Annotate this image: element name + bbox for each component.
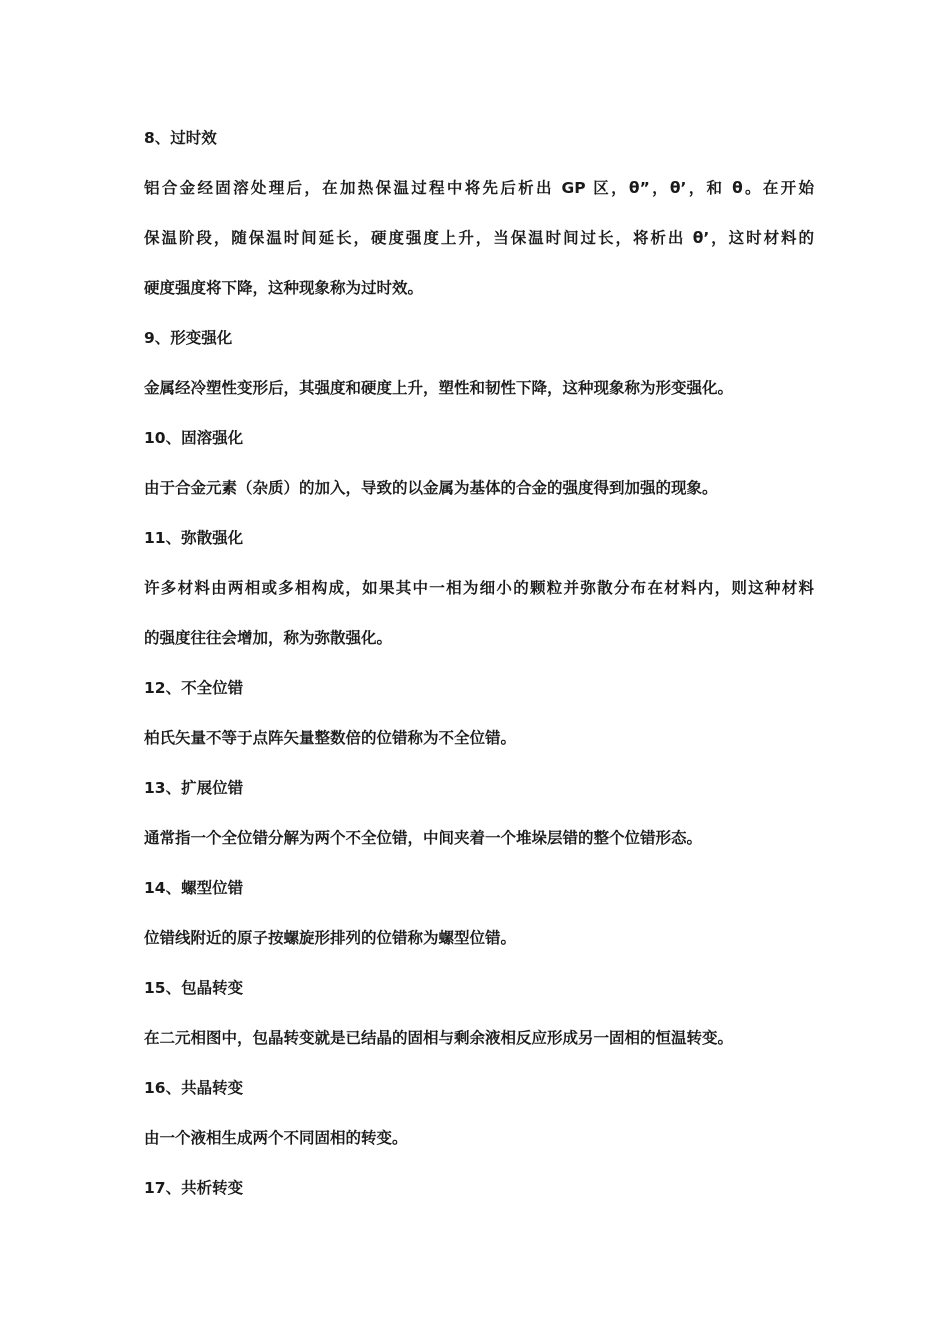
heading-11: 11、弥散强化 bbox=[144, 529, 244, 547]
heading-10: 10、固溶强化 bbox=[144, 429, 244, 447]
paragraph-line: 金属经冷塑性变形后，其强度和硬度上升，塑性和韧性下降，这种现象称为形变强化。 bbox=[144, 379, 734, 397]
heading-17: 17、共析转变 bbox=[144, 1179, 244, 1197]
heading-16: 16、共晶转变 bbox=[144, 1079, 244, 1097]
heading-12: 12、不全位错 bbox=[144, 679, 244, 697]
paragraph-line: 位错线附近的原子按螺旋形排列的位错称为螺型位错。 bbox=[144, 929, 517, 947]
paragraph-line: 的强度往往会增加，称为弥散强化。 bbox=[144, 629, 393, 647]
heading-8: 8、过时效 bbox=[144, 129, 217, 147]
paragraph-line: 许多材料由两相或多相构成，如果其中一相为细小的颗粒并弥散分布在材料内，则这种材料 bbox=[144, 579, 814, 597]
paragraph-line: 由一个液相生成两个不同固相的转变。 bbox=[144, 1129, 408, 1147]
paragraph-line: 保温阶段，随保温时间延长，硬度强度上升，当保温时间过长，将析出 θ’，这时材料的 bbox=[144, 229, 814, 247]
paragraph-line: 在二元相图中，包晶转变就是已结晶的固相与剩余液相反应形成另一固相的恒温转变。 bbox=[144, 1029, 734, 1047]
heading-14: 14、螺型位错 bbox=[144, 879, 244, 897]
paragraph-line: 通常指一个全位错分解为两个不全位错，中间夹着一个堆垛层错的整个位错形态。 bbox=[144, 829, 703, 847]
paragraph-line: 硬度强度将下降，这种现象称为过时效。 bbox=[144, 279, 424, 297]
paragraph-line: 柏氏矢量不等于点阵矢量整数倍的位错称为不全位错。 bbox=[144, 729, 517, 747]
heading-9: 9、形变强化 bbox=[144, 329, 233, 347]
paragraph-line: 由于合金元素（杂质）的加入，导致的以金属为基体的合金的强度得到加强的现象。 bbox=[144, 479, 718, 497]
document-body bbox=[144, 113, 814, 1213]
paragraph-line: 铝合金经固溶处理后，在加热保温过程中将先后析出 GP 区，θ”，θ’，和 θ。在开始 bbox=[144, 179, 814, 197]
heading-13: 13、扩展位错 bbox=[144, 779, 244, 797]
heading-15: 15、包晶转变 bbox=[144, 979, 244, 997]
